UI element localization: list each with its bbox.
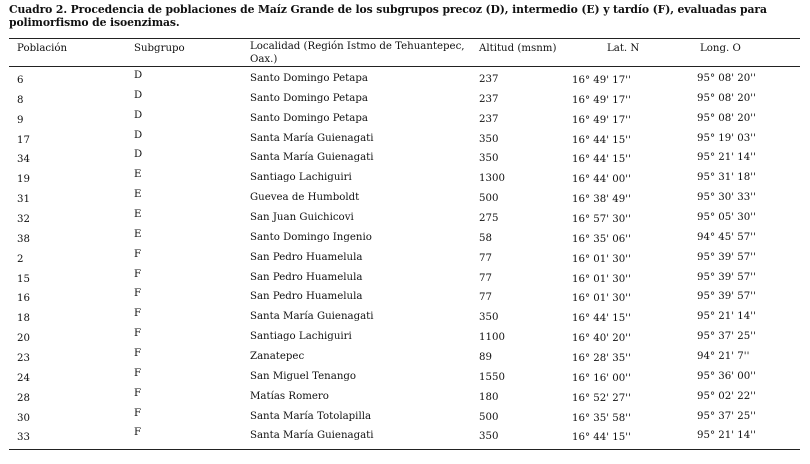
cell-localidad: Guevea de Humboldt [250,192,360,204]
cell-subgrupo: F [134,367,142,379]
cell-lat: 16° 52' 27'' [572,392,631,404]
cell-subgrupo: F [134,347,142,359]
cell-localidad: Santo Domingo Petapa [250,73,368,84]
header-altitud: Altitud (msnm) [479,43,557,54]
cell-subgrupo: D [134,149,143,161]
cell-lat: 16° 44' 15'' [572,313,631,325]
cell-subgrupo: F [134,268,142,280]
cell-lat: 16° 01' 30'' [572,273,631,285]
cell-altitud: 350 [479,133,499,145]
cell-lat: 16° 57' 30'' [572,214,631,225]
cell-localidad: San Pedro Huamelula [250,271,363,283]
cell-subgrupo: D [134,129,143,141]
cell-subgrupo: D [134,109,143,121]
cell-altitud: 1100 [479,332,505,344]
header-lat: Lat. N [607,43,640,54]
cell-lat: 16° 40' 20'' [572,333,631,345]
cell-poblacion: 31 [17,194,30,206]
cell-localidad: Santa María Guienagati [250,152,374,164]
cell-poblacion: 18 [17,313,30,325]
cell-poblacion: 16 [17,293,30,305]
cell-subgrupo: D [134,70,143,81]
cell-poblacion: 23 [17,352,30,364]
header-subgrupo: Subgrupo [134,43,185,54]
cell-long: 95° 05' 30'' [697,212,756,223]
cell-subgrupo: E [134,228,142,240]
cell-localidad: Santo Domingo Petapa [250,92,368,104]
cell-localidad: San Pedro Huamelula [250,291,363,303]
cell-long: 95° 21' 14'' [697,152,756,164]
cell-lat: 16° 49' 17'' [572,94,631,106]
cell-altitud: 275 [479,213,499,224]
cell-long: 94° 21' 7'' [697,350,750,362]
cell-lat: 16° 44' 00'' [572,174,631,186]
cell-altitud: 77 [479,252,492,264]
cell-subgrupo: E [134,189,142,201]
cell-subgrupo: F [134,248,142,260]
cell-long: 95° 21' 14'' [697,430,756,442]
cell-subgrupo: F [134,387,142,399]
cell-poblacion: 2 [17,253,24,265]
cell-subgrupo: F [134,427,142,439]
cell-altitud: 500 [479,193,499,205]
cell-long: 95° 08' 20'' [697,73,756,84]
cell-localidad: Santa María Guienagati [250,311,374,323]
header-poblacion: Población [17,43,68,54]
header-rule [9,66,800,67]
cell-long: 95° 36' 00'' [697,370,756,382]
cell-lat: 16° 35' 06'' [572,233,631,245]
cell-subgrupo: F [134,288,142,300]
cell-poblacion: 28 [17,392,30,404]
cell-long: 95° 37' 25'' [697,410,756,422]
table-caption: Cuadro 2. Procedencia de poblaciones de Maíz Grande de los subgrupos precoz (D), intermedio (E) y tardío (F), evaluadas para polimorfismo de isoenzimas. [9,3,767,29]
top-rule [9,38,800,39]
cell-altitud: 237 [479,113,499,125]
cell-poblacion: 30 [17,412,30,424]
cell-localidad: Matías Romero [250,390,329,402]
cell-long: 95° 30' 33'' [697,192,756,204]
cell-poblacion: 24 [17,372,30,384]
cell-poblacion: 19 [17,174,30,186]
cell-poblacion: 33 [17,432,30,444]
cell-localidad: Santo Domingo Petapa [250,112,368,124]
cell-subgrupo: F [134,407,142,419]
cell-altitud: 1300 [479,173,505,185]
cell-poblacion: 32 [17,214,30,225]
cell-altitud: 237 [479,93,499,105]
cell-localidad: Santa María Guienagati [250,430,374,442]
cell-poblacion: 17 [17,134,30,146]
cell-altitud: 77 [479,292,492,304]
cell-altitud: 77 [479,272,492,284]
cell-poblacion: 6 [17,75,24,86]
cell-lat: 16° 35' 58'' [572,412,631,424]
cell-long: 95° 02' 22'' [697,390,756,402]
header-long: Long. O [700,43,741,54]
cell-localidad: Santa María Totolapilla [250,410,372,422]
cell-poblacion: 9 [17,114,24,126]
cell-altitud: 350 [479,431,499,443]
cell-long: 95° 39' 57'' [697,291,756,303]
cell-lat: 16° 28' 35'' [572,352,631,364]
cell-lat: 16° 49' 17'' [572,75,631,86]
cell-long: 95° 39' 57'' [697,271,756,283]
cell-poblacion: 20 [17,333,30,345]
cell-long: 94° 45' 57'' [697,231,756,243]
cell-altitud: 89 [479,351,492,363]
cell-subgrupo: E [134,209,142,220]
cell-long: 95° 37' 25'' [697,331,756,343]
cell-altitud: 180 [479,391,499,403]
cell-localidad: Santiago Lachiguiri [250,172,352,184]
cell-lat: 16° 44' 15'' [572,154,631,166]
cell-altitud: 500 [479,411,499,423]
cell-localidad: San Pedro Huamelula [250,251,363,263]
cell-lat: 16° 44' 15'' [572,134,631,146]
cell-lat: 16° 01' 30'' [572,253,631,265]
cell-altitud: 237 [479,74,499,85]
header-localidad: Localidad (Región Istmo de Tehuantepec, Oax.) [250,41,465,65]
cell-subgrupo: F [134,328,142,340]
cell-poblacion: 8 [17,94,24,106]
cell-lat: 16° 49' 17'' [572,114,631,126]
cell-subgrupo: F [134,308,142,320]
cell-subgrupo: D [134,89,143,101]
cell-long: 95° 19' 03'' [697,132,756,144]
cell-localidad: Zanatepec [250,350,305,362]
cell-lat: 16° 16' 00'' [572,372,631,384]
cell-localidad: San Juan Guichicovi [250,212,354,223]
cell-altitud: 58 [479,232,492,244]
cell-altitud: 350 [479,153,499,165]
cell-long: 95° 39' 57'' [697,251,756,263]
cell-poblacion: 38 [17,233,30,245]
cell-long: 95° 31' 18'' [697,172,756,184]
cell-localidad: Santa María Guienagati [250,132,374,144]
cell-altitud: 1550 [479,371,505,383]
cell-localidad: San Miguel Tenango [250,370,357,382]
cell-lat: 16° 01' 30'' [572,293,631,305]
cell-lat: 16° 38' 49'' [572,194,631,206]
cell-long: 95° 08' 20'' [697,112,756,124]
cell-localidad: Santo Domingo Ingenio [250,231,372,243]
cell-poblacion: 15 [17,273,30,285]
cell-subgrupo: E [134,169,142,181]
cell-long: 95° 21' 14'' [697,311,756,323]
cell-altitud: 350 [479,312,499,324]
cell-localidad: Santiago Lachiguiri [250,331,352,343]
cell-poblacion: 34 [17,154,30,166]
bottom-rule [9,449,800,450]
cell-lat: 16° 44' 15'' [572,432,631,444]
cell-long: 95° 08' 20'' [697,92,756,104]
